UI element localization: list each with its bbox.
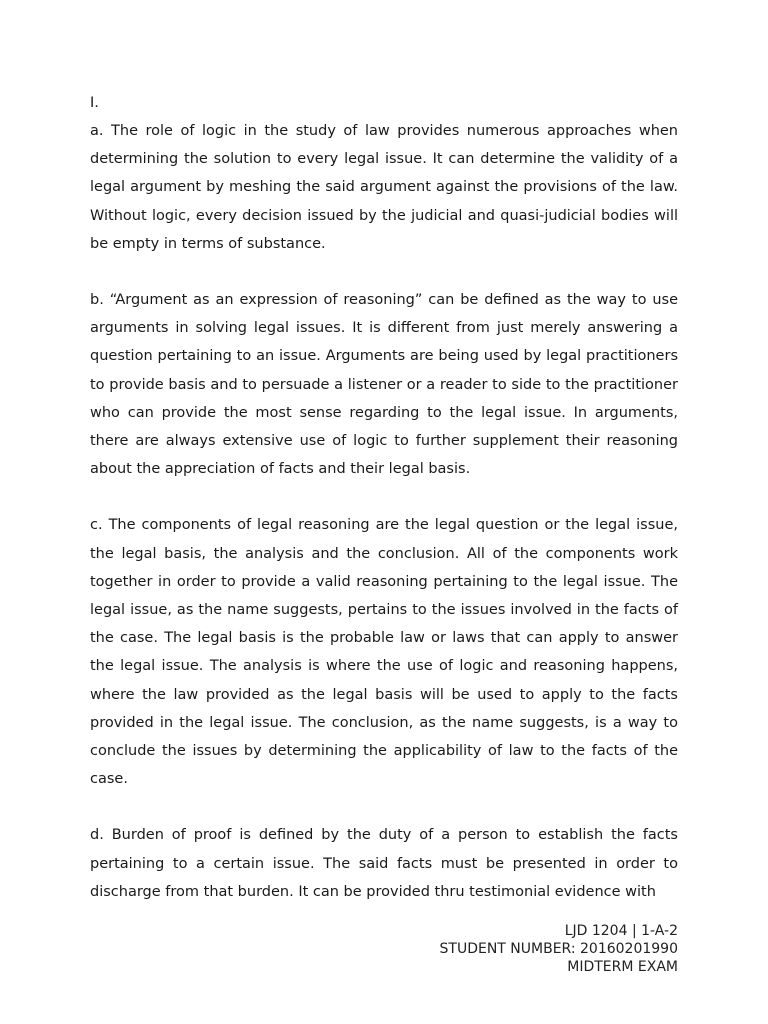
exam-type-line: MIDTERM EXAM	[567, 959, 678, 975]
paragraph-b: b. “Argument as an expression of reasoning” can be defined as the way to use arguments in solving legal issues. It is different from just merely answering a question pertaining to an issue. Arguments are being used by legal practitioners to provide basis and to persuade a listener or a reader to side to the practitioner who can provide the most sense regarding to the legal issue. In arguments, there are always extensive use of logic to further supplement their reasoning about the appreciation of facts and their legal basis.	[90, 292, 678, 478]
paragraph-d: d. Burden of proof is defined by the duty of a person to establish the facts pertaining to a certain issue. The said facts must be presented in order to discharge from that burden. It can be provided thru testimonial evidence with	[90, 827, 678, 900]
page-footer	[440, 922, 678, 976]
course-code-line: LJD 1204 | 1-A-2	[564, 923, 678, 939]
section-heading: I.	[90, 95, 99, 111]
paragraph-a: a. The role of logic in the study of law provides numerous approaches when determining the solution to every legal issue. It can determine the validity of a legal argument by meshing the said argument against the provisions of the law. Without logic, every decision issued by the judicial and quasi-judicial bodies will be empty in terms of substance.	[90, 123, 678, 252]
paragraph-c: c. The components of legal reasoning are the legal question or the legal issue, the legal basis, the analysis and the conclusion. All of the components work together in order to provide a valid reasoning pertaining to the legal issue. The legal issue, as the name suggests, pertains to the issues involved in the facts of the case. The legal basis is the probable law or laws that can apply to answer the legal issue. The analysis is where the use of logic and reasoning happens, where the law provided as the legal basis will be used to apply to the facts provided in the legal issue. The conclusion, as the name suggests, is a way to conclude the issues by determining the applicability of law to the facts of the case.	[90, 517, 678, 788]
document-body	[90, 89, 678, 906]
student-number-line: STUDENT NUMBER: 20160201990	[439, 941, 678, 957]
